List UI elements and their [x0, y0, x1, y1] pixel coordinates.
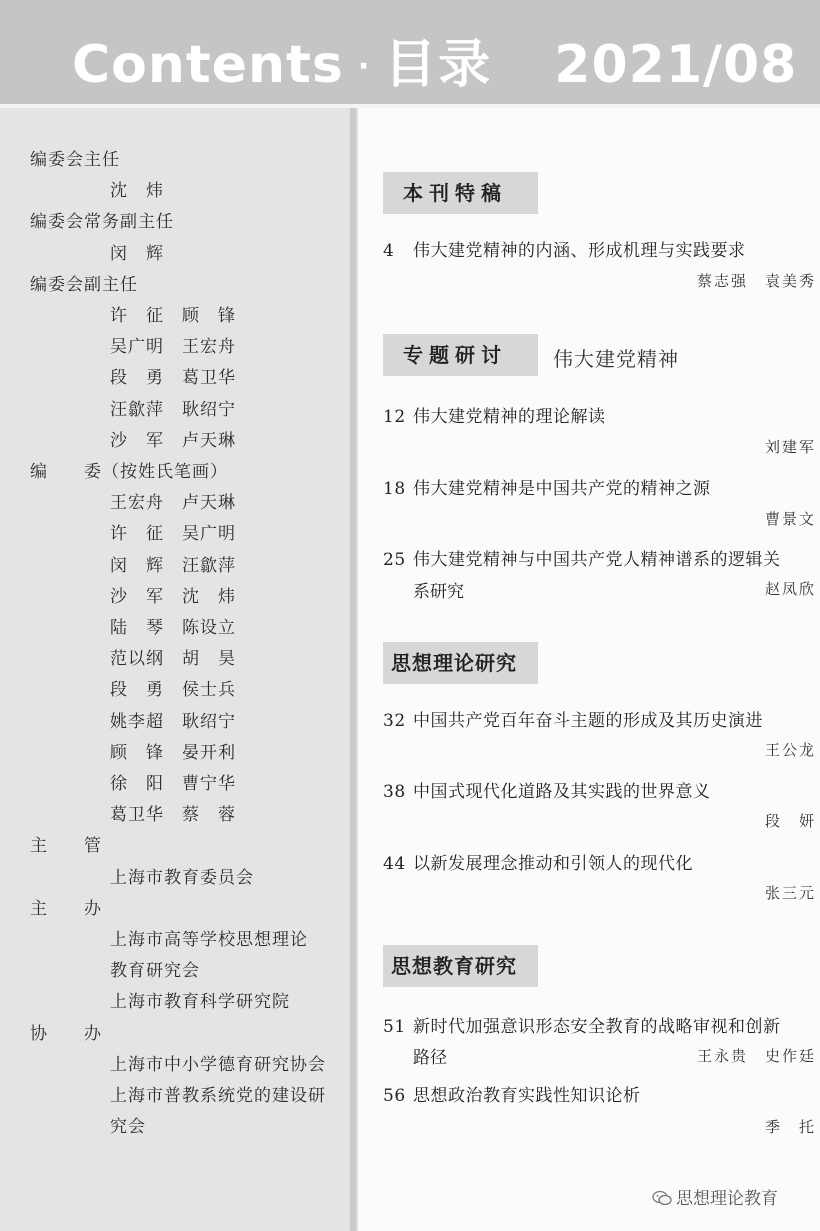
toc-page: 12: [383, 407, 406, 427]
sidebar-member-row: [110, 675, 236, 700]
toc-entry[interactable]: [383, 849, 693, 874]
member-name: 侯士兵: [182, 680, 236, 701]
toc-title: 伟大建党精神是中国共产党的精神之源: [413, 479, 711, 499]
toc-author: 王公龙: [764, 741, 816, 759]
toc-page: 56: [383, 1086, 406, 1106]
title-en: Contents: [72, 35, 344, 95]
toc-entry[interactable]: [383, 545, 781, 570]
member-name: 许 征: [110, 524, 164, 545]
toc-title: 伟大建党精神的理论解读: [413, 407, 606, 427]
member-name: 陈设立: [182, 618, 236, 638]
toc-title-continued: 系研究: [413, 582, 464, 602]
toc-page: 18: [383, 479, 406, 499]
toc-entry[interactable]: [383, 474, 711, 499]
toc-title: 伟大建党精神与中国共产党人精神谱系的逻辑关: [413, 550, 781, 570]
sidebar-member-row: [110, 582, 236, 607]
member-name: 吴广明: [182, 524, 236, 545]
member-name: 葛卫华: [182, 368, 236, 389]
sidebar-member-row: [110, 301, 236, 326]
watermark-text: 思想理论教育: [676, 1189, 778, 1209]
sidebar-org-name: 教育研究会: [110, 961, 200, 982]
header-title: [72, 22, 797, 97]
title-cn: 目录: [384, 35, 493, 95]
sidebar-role-title: 编委会副主任: [30, 274, 138, 295]
toc-title-continued: 路径: [413, 1048, 447, 1068]
member-name: 沙 军: [110, 586, 164, 607]
issue-date: 2021/08: [554, 35, 798, 95]
member-name: 曹宁华: [182, 774, 236, 794]
toc-entry[interactable]: [383, 706, 763, 731]
member-name: 卢天琳: [182, 430, 236, 451]
member-name: 段 勇: [110, 680, 164, 701]
member-name: 段 勇: [110, 368, 164, 389]
toc-page: 25: [383, 550, 406, 570]
member-name: 卢天琳: [182, 493, 236, 514]
toc-entry[interactable]: [383, 1081, 641, 1106]
title-separator: ·: [357, 49, 371, 84]
toc-author: 季 托: [764, 1118, 816, 1136]
toc-title: 新时代加强意识形态安全教育的战略审视和创新: [413, 1017, 781, 1037]
sidebar-org-name: 上海市教育委员会: [110, 867, 254, 888]
toc-entry[interactable]: [383, 777, 711, 802]
sidebar-role-title: 编委会主任: [30, 150, 120, 170]
section-header-theory: 思想理论研究: [383, 642, 538, 684]
member-name: 许 征: [110, 306, 164, 326]
member-name: 汪歙萍: [110, 399, 164, 420]
toc-title: 中国共产党百年奋斗主题的形成及其历史演进: [413, 711, 763, 731]
sidebar-member-row: [110, 519, 236, 544]
sidebar-member-row: [110, 363, 236, 388]
wechat-watermark: [652, 1184, 778, 1209]
toc-author: 张三元: [764, 884, 816, 902]
wechat-icon: [652, 1190, 672, 1206]
member-name: 沈 炜: [182, 586, 236, 607]
member-name: 沙 军: [110, 430, 164, 451]
sidebar-member-row: [110, 800, 236, 825]
toc-page: 44: [383, 854, 406, 874]
member-name: 晏开利: [182, 742, 236, 763]
page-header: [0, 0, 820, 104]
sidebar-member-row: [110, 176, 182, 201]
sidebar-role-title: 编 委（按姓氏笔画）: [30, 462, 228, 482]
member-name: 王宏舟: [110, 493, 164, 514]
toc-page: 4: [383, 241, 395, 261]
member-name: 耿绍宁: [182, 711, 236, 732]
member-name: 蔡 蓉: [182, 805, 236, 826]
sidebar-member-row: [110, 332, 236, 357]
sidebar-org-name: 究会: [110, 1117, 146, 1138]
toc-author: 刘建军: [764, 438, 816, 456]
member-name: 王宏舟: [182, 337, 236, 358]
sidebar-member-row: [110, 395, 236, 420]
section-subtitle: 伟大建党精神: [553, 347, 679, 371]
sidebar-role-title: 主 管: [30, 836, 102, 857]
sidebar-org-name: 上海市中小学德育研究协会: [110, 1054, 326, 1075]
toc-author: 赵凤欣: [764, 580, 816, 598]
member-name: 闵 辉: [110, 243, 164, 264]
sidebar-member-row: [110, 613, 236, 638]
toc-entry[interactable]: [383, 402, 606, 427]
sidebar-member-row: [110, 644, 236, 669]
toc-author: 曹景文: [764, 510, 816, 528]
member-name: 姚李超: [110, 711, 164, 732]
member-name: 闵 辉: [110, 555, 164, 576]
member-name: 顾 锋: [182, 306, 236, 326]
toc-title: 以新发展理念推动和引领人的现代化: [413, 854, 693, 874]
member-name: 范以纲: [110, 649, 164, 670]
sidebar-member-row: [110, 707, 236, 732]
sidebar-role-title: 编委会常务副主任: [30, 212, 174, 233]
member-name: 顾 锋: [110, 742, 164, 763]
sidebar-member-row: [110, 738, 236, 763]
member-name: 胡 昊: [182, 649, 236, 670]
toc-author: 蔡志强 袁美秀: [696, 272, 816, 290]
toc-page: 51: [383, 1017, 406, 1037]
section-header-education: 思想教育研究: [383, 945, 538, 987]
sidebar-member-row: [110, 551, 236, 576]
section-header-special: 本刊特稿: [383, 172, 538, 214]
member-name: 陆 琴: [110, 618, 164, 638]
column-divider: [350, 108, 358, 1231]
toc-title: 伟大建党精神的内涵、形成机理与实践要求: [413, 241, 746, 261]
sidebar-org-name: 上海市高等学校思想理论: [110, 930, 308, 950]
member-name: 耿绍宁: [182, 399, 236, 420]
toc-entry[interactable]: [383, 1012, 781, 1037]
toc-entry[interactable]: [383, 236, 746, 261]
member-name: 吴广明: [110, 337, 164, 358]
sidebar-role-title: 协 办: [30, 1023, 102, 1044]
member-name: 汪歙萍: [182, 555, 236, 576]
sidebar-member-row: [110, 239, 182, 264]
sidebar-role-title: 主 办: [30, 898, 102, 919]
toc-title: 中国式现代化道路及其实践的世界意义: [413, 782, 711, 802]
member-name: 沈 炜: [110, 181, 164, 202]
sidebar-org-name: 上海市普教系统党的建设研: [110, 1086, 326, 1106]
sidebar-member-row: [110, 426, 236, 451]
toc-author: 王永贵 史作廷: [696, 1047, 816, 1065]
toc-page: 38: [383, 782, 406, 802]
sidebar-member-row: [110, 488, 236, 513]
toc-title: 思想政治教育实践性知识论析: [413, 1086, 641, 1106]
member-name: 徐 阳: [110, 774, 164, 794]
section-header-topic: 专题研讨: [383, 334, 538, 376]
member-name: 葛卫华: [110, 805, 164, 826]
sidebar-member-row: [110, 769, 236, 794]
toc-author: 段 妍: [764, 812, 816, 830]
toc-page: 32: [383, 711, 406, 731]
sidebar-org-name: 上海市教育科学研究院: [110, 992, 290, 1013]
